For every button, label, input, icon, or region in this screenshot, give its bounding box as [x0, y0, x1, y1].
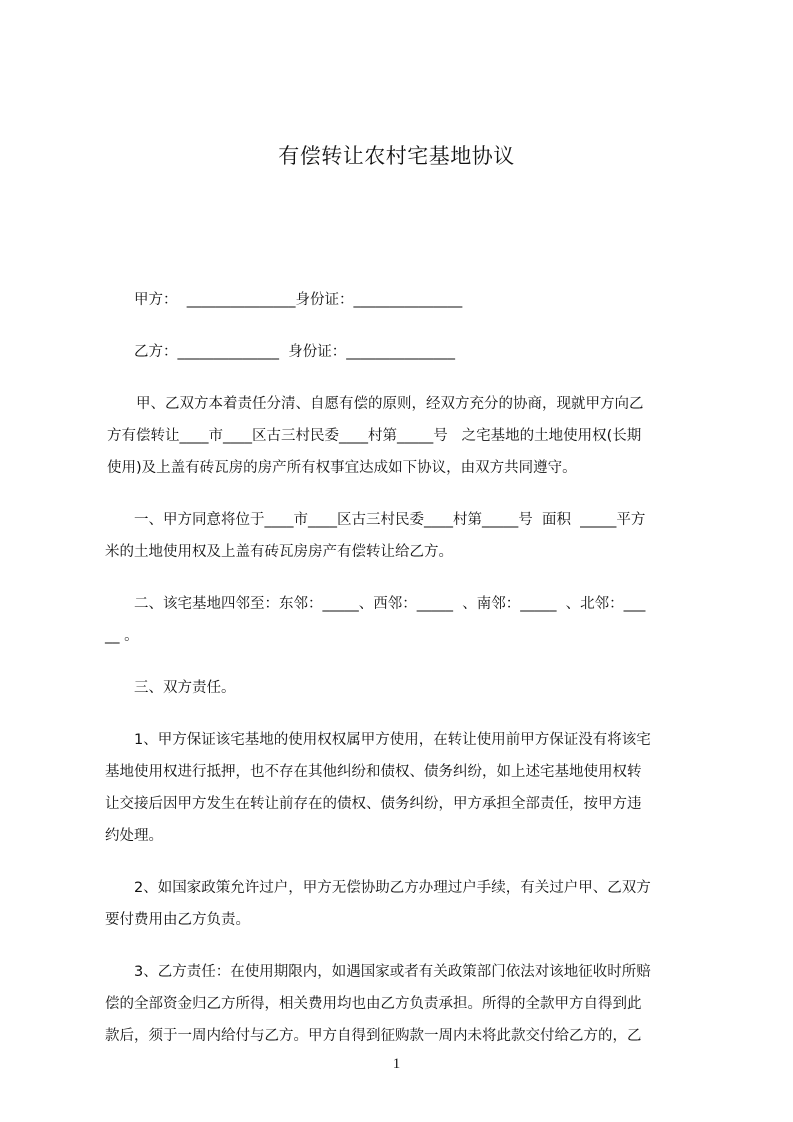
clause-2-paragraph: [105, 588, 707, 652]
item-3-line: 款后，须于一周内给付与乙方。甲方自得到征购款一周内未将此款交付给乙方的，乙: [105, 1028, 642, 1044]
clause-2-line: 二、该宅基地四邻至：东邻：_____、西邻：_____ 、南邻：_____ 、北邻：___: [134, 596, 646, 612]
spacer: [105, 484, 707, 504]
clause-1-paragraph: [105, 504, 707, 568]
item-1-paragraph: [105, 724, 707, 852]
item-1-line: 基地使用权进行抵押，也不存在其他纠纷和债权、债务纠纷，如上述宅基地使用权转: [105, 764, 642, 780]
spacer: [105, 316, 707, 336]
item-3-paragraph: [105, 956, 707, 1052]
item-1-line: 约处理。: [105, 828, 163, 844]
spacer: [105, 936, 707, 956]
preamble-line: 甲、乙双方本着责任分清、自愿有偿的原则，经双方充分的协商，现就甲方向乙: [136, 396, 644, 412]
party-b-text: 乙方：______________ 身份证：_______________: [134, 344, 455, 360]
spacer: [105, 852, 707, 872]
party-a-line: [105, 284, 707, 316]
spacer: [105, 368, 707, 388]
spacer: [105, 568, 707, 588]
document-title: 有偿转让农村宅基地协议: [278, 144, 515, 168]
party-a-text: 甲方： _______________身份证：_______________: [134, 292, 463, 308]
clause-1-line: 一、甲方同意将位于____市____区古三村民委____村第_____号 面积 _____平方: [134, 512, 646, 528]
item-1-line: 1、甲方保证该宅基地的使用权权属甲方使用，在转让使用前甲方保证没有将该宅: [134, 732, 651, 748]
preamble-paragraph: [107, 388, 707, 484]
item-2-line: 2、如国家政策允许过户，甲方无偿协助乙方办理过户手续，有关过户甲、乙双方: [134, 880, 651, 896]
party-b-line: [105, 336, 707, 368]
item-1-line: 让交接后因甲方发生在转让前存在的债权、债务纠纷，甲方承担全部责任，按甲方违: [105, 796, 642, 812]
item-2-paragraph: [105, 872, 707, 936]
spacer: [105, 704, 707, 724]
preamble-line: 使用)及上盖有砖瓦房的房产所有权事宜达成如下协议，由双方共同遵守。: [107, 460, 577, 476]
item-2-line: 要付费用由乙方负责。: [105, 912, 250, 928]
spacer: [105, 652, 707, 672]
item-3-line: 偿的全部资金归乙方所得，相关费用均也由乙方负责承担。所得的全款甲方自得到此: [105, 996, 642, 1012]
preamble-line: 方有偿转让____市____区古三村民委____村第_____号 之宅基地的土地使用权(长期: [107, 428, 642, 444]
page-number: 1: [392, 1056, 401, 1072]
clause-1-line: 米的土地使用权及上盖有砖瓦房房产有偿转让给乙方。: [105, 544, 453, 560]
item-3-line: 3、乙方责任：在使用期限内，如遇国家或者有关政策部门依法对该地征收时所赔: [134, 964, 651, 980]
document-body: [105, 284, 707, 1052]
clause-2-line: __ 。: [105, 628, 139, 644]
clause-3-heading: [105, 672, 707, 704]
clause-3-heading-text: 三、双方责任。: [134, 680, 236, 696]
